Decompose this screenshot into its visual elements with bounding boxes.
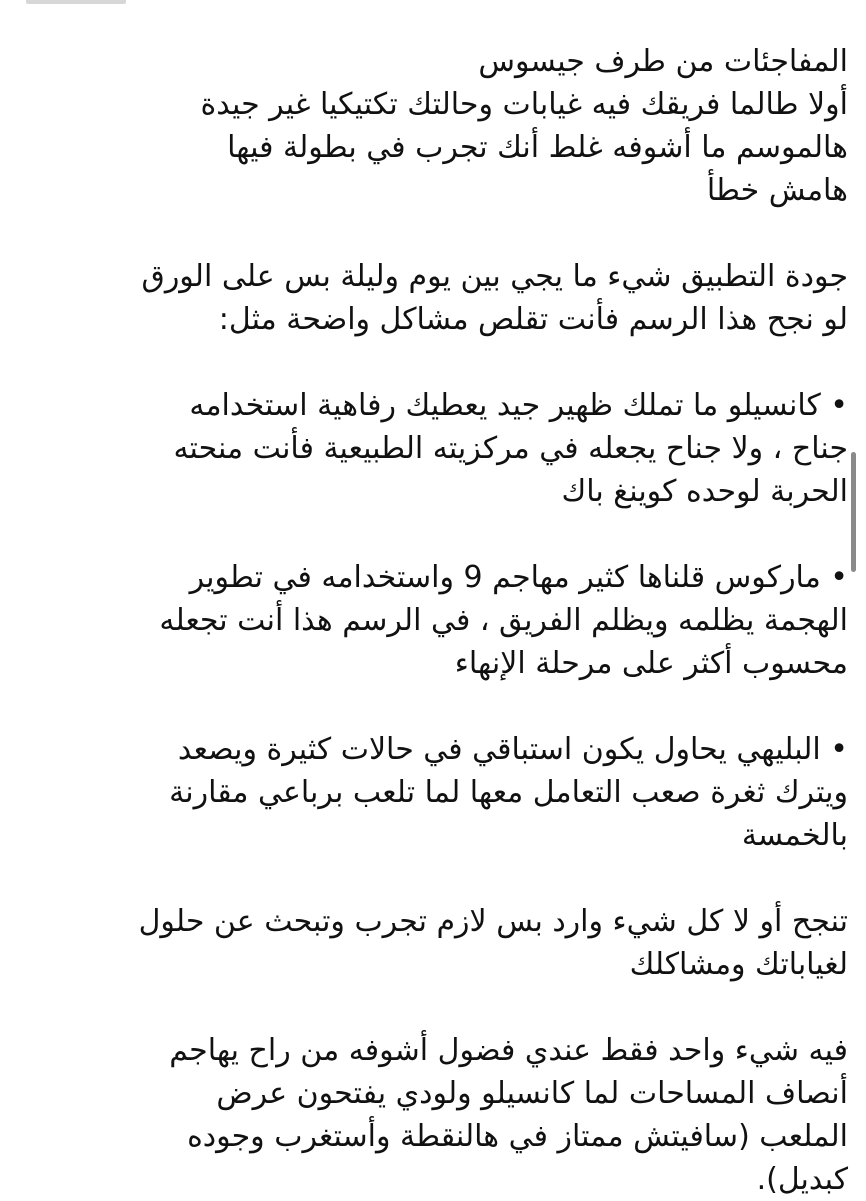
post-text — [128, 40, 848, 1201]
bullet-marcus — [128, 556, 848, 685]
text-line: كبديل). — [756, 1162, 848, 1197]
paragraph-curiosity — [128, 1029, 848, 1201]
text-line: أنصاف المساحات لما كانسيلو ولودي يفتحون عرض — [216, 1076, 848, 1111]
text-line: أولا طالما فريقك فيه غيابات وحالتك تكتيكيا غير جيدة — [200, 87, 848, 122]
text-line: تنجح أو لا كل شيء وارد بس لازم تجرب وتبحث عن حلول — [138, 904, 848, 939]
text-line: لغياباتك ومشاكلك — [629, 947, 848, 982]
text-line: جناح ، ولا جناح يجعله في مركزيته الطبيعية فأنت منحته — [173, 431, 848, 466]
bullet-cancelo — [128, 384, 848, 513]
paragraph-try — [128, 900, 848, 986]
text-line: هالموسم ما أشوفه غلط أنك تجرب في بطولة فيها — [227, 130, 848, 165]
text-line: ويترك ثغرة صعب التعامل معها لما تلعب برباعي مقارنة — [169, 775, 848, 810]
paragraph-quality — [128, 255, 848, 341]
text-line: الحربة لوحده كوينغ باك — [561, 474, 848, 509]
bullet-bulayhi — [128, 728, 848, 857]
text-line: محسوب أكثر على مرحلة الإنهاء — [454, 646, 848, 681]
text-line: • كانسيلو ما تملك ظهير جيد يعطيك رفاهية استخدامه — [189, 388, 848, 423]
paragraph-intro — [128, 40, 848, 212]
text-line: هامش خطأ — [706, 173, 848, 208]
text-line: الهجمة يظلمه ويظلم الفريق ، في الرسم هذا أنت تجعله — [159, 603, 848, 638]
scrollbar-thumb[interactable] — [851, 452, 856, 572]
text-line: لو نجح هذا الرسم فأنت تقلص مشاكل واضحة مثل: — [218, 302, 848, 337]
text-line: المفاجئات من طرف جيسوس — [478, 44, 848, 79]
text-line: فيه شيء واحد فقط عندي فضول أشوفه من راح يهاجم — [169, 1033, 848, 1068]
text-line: • البليهي يحاول يكون استباقي في حالات كثيرة ويصعد — [177, 732, 848, 767]
text-line: جودة التطبيق شيء ما يجي بين يوم وليلة بس على الورق — [141, 259, 848, 294]
text-line: الملعب (سافيتش ممتاز في هالنقطة وأستغرب وجوده — [187, 1119, 848, 1154]
top-divider — [26, 0, 126, 4]
text-line: • ماركوس قلناها كثير مهاجم 9 واستخدامه في تطوير — [189, 560, 848, 595]
text-line: بالخمسة — [741, 818, 848, 853]
